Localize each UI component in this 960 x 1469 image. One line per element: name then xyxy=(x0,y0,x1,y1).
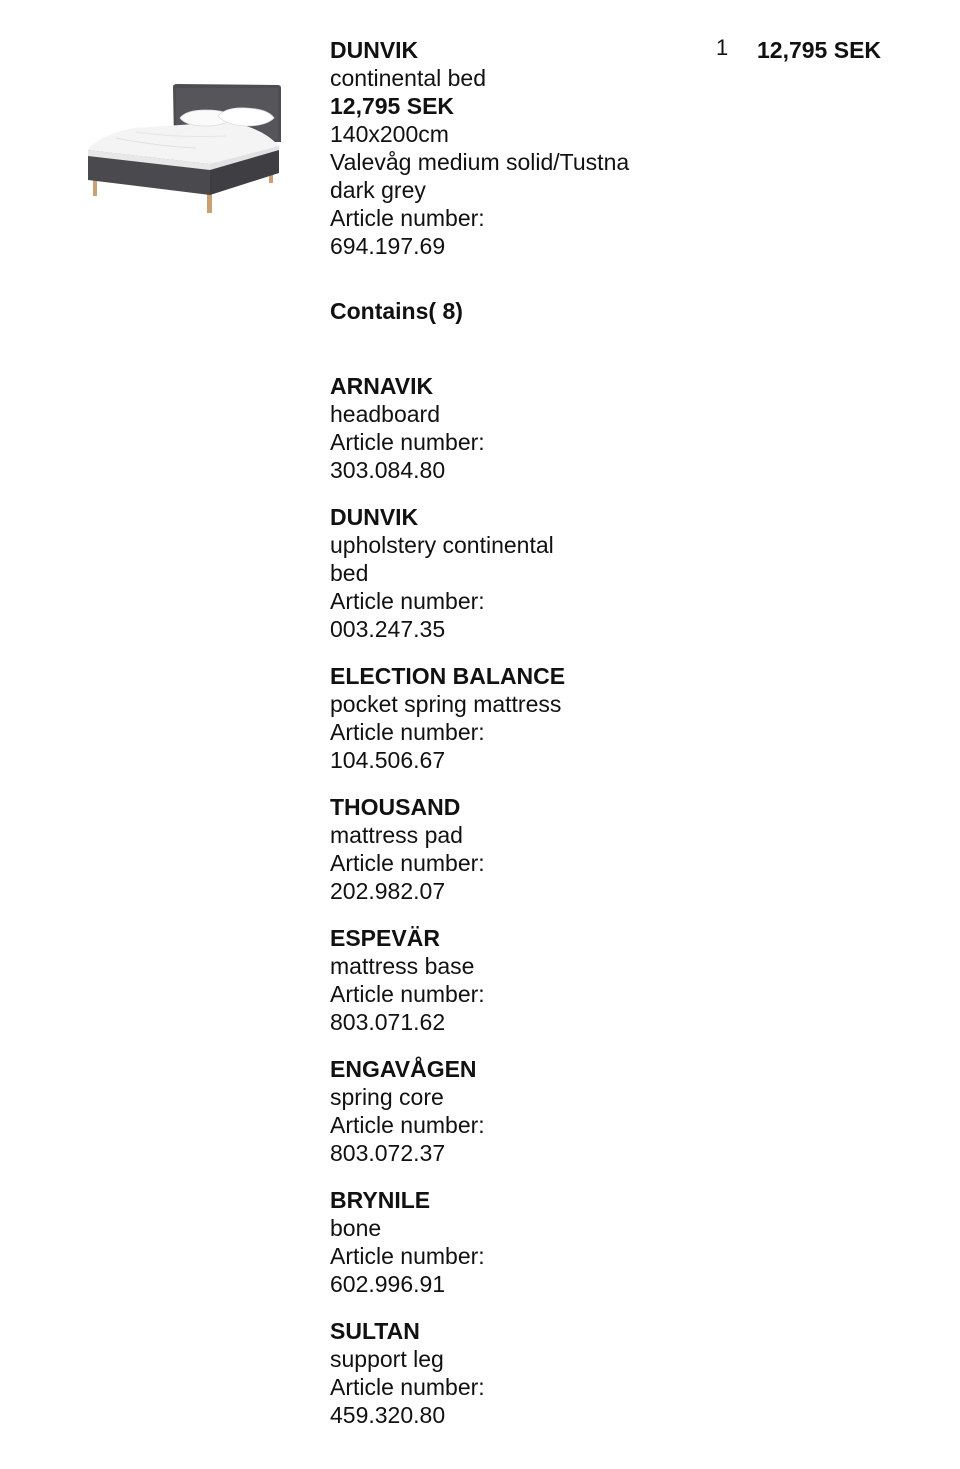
component-name: BRYNILE xyxy=(330,1187,431,1213)
component-name: ELECTION BALANCE xyxy=(330,663,566,689)
component-name: THOUSAND xyxy=(330,794,461,820)
component-type: pocket spring mattress xyxy=(330,691,562,717)
components-list xyxy=(330,372,650,1429)
article-number: 803.071.62 xyxy=(330,1009,446,1035)
product-price: 12,795 SEK xyxy=(330,93,455,119)
component-type: mattress base xyxy=(330,953,475,979)
component-type: spring core xyxy=(330,1084,444,1110)
article-number: 602.996.91 xyxy=(330,1271,446,1297)
product-size: 140x200cm xyxy=(330,121,449,147)
product-name: DUNVIK xyxy=(330,37,419,63)
list-item xyxy=(330,662,650,774)
article-number: 104.506.67 xyxy=(330,747,446,773)
product-type: continental bed xyxy=(330,65,487,91)
article-number: 303.084.80 xyxy=(330,457,446,483)
article-number: 803.072.37 xyxy=(330,1140,446,1166)
product-variant: Valevåg medium solid/Tustna dark grey xyxy=(330,149,630,203)
bed-photo xyxy=(76,76,288,216)
article-number: 459.320.80 xyxy=(330,1402,446,1428)
article-label: Article number: xyxy=(330,205,485,231)
list-item xyxy=(330,924,650,1036)
article-label: Article number: xyxy=(330,588,485,614)
article-label: Article number: xyxy=(330,1112,485,1138)
article-number: 003.247.35 xyxy=(330,616,446,642)
article-label: Article number: xyxy=(330,1374,485,1400)
list-item xyxy=(330,1055,650,1167)
list-item xyxy=(330,503,580,643)
article-label: Article number: xyxy=(330,429,485,455)
list-item xyxy=(330,1317,650,1429)
line-price: 12,795 SEK xyxy=(757,37,882,63)
list-item xyxy=(330,793,650,905)
list-item xyxy=(330,372,650,484)
component-type: headboard xyxy=(330,401,440,427)
article-number: 694.197.69 xyxy=(330,233,446,259)
component-name: ENGAVÅGEN xyxy=(330,1056,477,1082)
component-type: support leg xyxy=(330,1346,444,1372)
article-label: Article number: xyxy=(330,981,485,1007)
product-details xyxy=(330,36,650,1448)
component-name: ARNAVIK xyxy=(330,373,434,399)
contains-heading: Contains( 8) xyxy=(330,298,463,324)
article-label: Article number: xyxy=(330,719,485,745)
component-type: mattress pad xyxy=(330,822,463,848)
component-name: SULTAN xyxy=(330,1318,420,1344)
article-label: Article number: xyxy=(330,1243,485,1269)
component-type: bone xyxy=(330,1215,382,1241)
component-name: ESPEVÄR xyxy=(330,925,440,951)
component-name: DUNVIK xyxy=(330,504,419,530)
list-item xyxy=(330,1186,650,1298)
article-number: 202.982.07 xyxy=(330,878,446,904)
quantity: 1 xyxy=(716,35,729,60)
article-label: Article number: xyxy=(330,850,485,876)
component-type: upholstery continental bed xyxy=(330,532,554,586)
